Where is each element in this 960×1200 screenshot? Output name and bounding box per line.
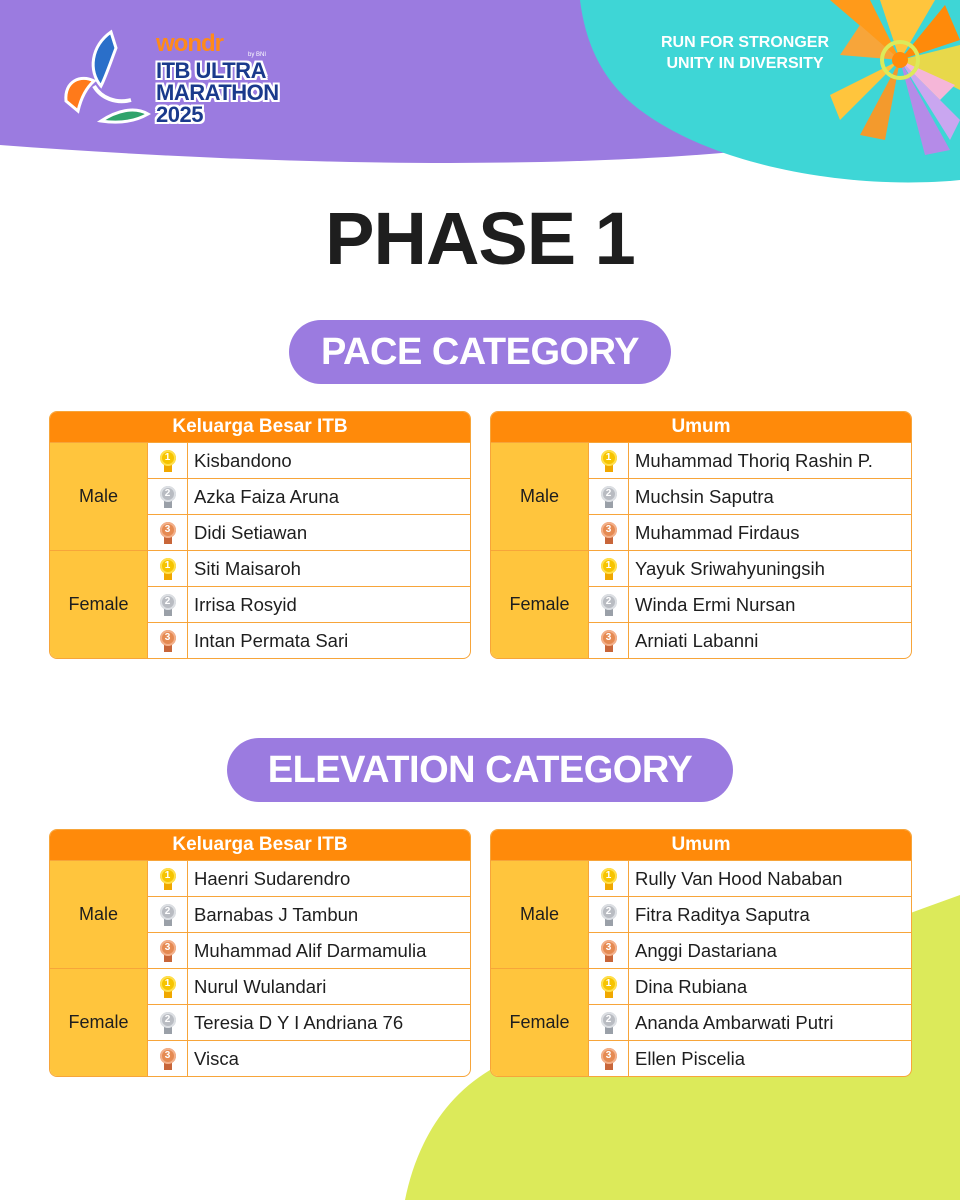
brand-name: wondr	[156, 30, 223, 57]
table-row	[148, 478, 470, 514]
silver-medal-icon	[160, 1012, 176, 1034]
silver-medal-icon	[160, 594, 176, 616]
medal-cell	[589, 587, 629, 622]
bronze-medal-icon	[601, 630, 617, 652]
medal-cell	[589, 443, 629, 478]
bronze-medal-icon	[160, 522, 176, 544]
tagline	[640, 32, 850, 74]
medal-cell	[589, 479, 629, 514]
medal-rank: 2	[601, 1012, 617, 1028]
medal-cell	[589, 1005, 629, 1040]
table-row	[148, 586, 470, 622]
gold-medal-icon	[160, 450, 176, 472]
table-row	[148, 1004, 470, 1040]
medal-rank: 3	[601, 1048, 617, 1064]
gender-group	[491, 860, 911, 968]
runner-name: Teresia D Y I Andriana 76	[194, 1012, 404, 1033]
medal-rank: 3	[160, 1048, 176, 1064]
runner-name: Didi Setiawan	[194, 522, 308, 543]
table-row	[589, 932, 911, 968]
medal-rank: 3	[160, 522, 176, 538]
medal-rank: 1	[160, 868, 176, 884]
medal-rank: 1	[160, 976, 176, 992]
table-row	[589, 1004, 911, 1040]
medal-rank: 3	[601, 522, 617, 538]
event-logo	[56, 26, 296, 136]
runner-name: Winda Ermi Nursan	[635, 594, 796, 615]
runner-name: Muhammad Alif Darmamulia	[194, 940, 427, 961]
gender-group	[491, 550, 911, 658]
table-header: Keluarga Besar ITB	[50, 412, 470, 442]
medal-cell	[589, 861, 629, 896]
medal-cell	[589, 933, 629, 968]
runner-name: Dina Rubiana	[635, 976, 748, 997]
table-row	[589, 551, 911, 586]
runner-name: Barnabas J Tambun	[194, 904, 359, 925]
medal-rank: 1	[601, 450, 617, 466]
bronze-medal-icon	[601, 940, 617, 962]
result-rows	[148, 969, 470, 1076]
bronze-medal-icon	[601, 522, 617, 544]
medal-cell	[589, 969, 629, 1004]
logo-line-2: MARATHON	[156, 80, 279, 105]
result-rows	[589, 861, 911, 968]
gender-label: Male	[50, 861, 148, 968]
table-row	[148, 622, 470, 658]
medal-rank: 1	[601, 868, 617, 884]
table-row	[148, 551, 470, 586]
table-row	[589, 969, 911, 1004]
brand-sub: by BNI	[248, 52, 267, 58]
runner-name: Arniati Labanni	[635, 630, 759, 651]
runner-name: Ananda Ambarwati Putri	[635, 1012, 834, 1033]
medal-rank: 1	[160, 450, 176, 466]
runner-name: Muchsin Saputra	[635, 486, 774, 507]
medal-rank: 1	[601, 558, 617, 574]
runner-name: Rully Van Hood Nababan	[635, 868, 843, 889]
gender-label: Female	[50, 969, 148, 1076]
medal-cell	[148, 551, 188, 586]
medal-rank: 2	[601, 904, 617, 920]
gender-label: Female	[491, 551, 589, 658]
result-rows	[589, 969, 911, 1076]
gender-group	[50, 442, 470, 550]
bronze-medal-icon	[601, 1048, 617, 1070]
gender-label: Male	[50, 443, 148, 550]
gender-label: Female	[50, 551, 148, 658]
medal-rank: 2	[601, 486, 617, 502]
runner-name: Anggi Dastariana	[635, 940, 777, 961]
silver-medal-icon	[601, 486, 617, 508]
runner-name: Irrisa Rosyid	[194, 594, 297, 615]
gender-label: Male	[491, 861, 589, 968]
table-row	[589, 514, 911, 550]
runner-name: Haenri Sudarendro	[194, 868, 351, 889]
table-row	[148, 896, 470, 932]
table-header: Keluarga Besar ITB	[50, 830, 470, 860]
gender-group	[50, 968, 470, 1076]
table-row	[589, 586, 911, 622]
silver-medal-icon	[601, 904, 617, 926]
medal-cell	[148, 479, 188, 514]
medal-rank: 2	[160, 904, 176, 920]
table-row	[148, 969, 470, 1004]
medal-cell	[148, 587, 188, 622]
gender-group	[491, 968, 911, 1076]
runner-name: Fitra Raditya Saputra	[635, 904, 810, 925]
medal-rank: 3	[160, 630, 176, 646]
runner-name: Muhammad Thoriq Rashin P.	[635, 450, 873, 471]
medal-cell	[148, 515, 188, 550]
table-row	[589, 896, 911, 932]
result-rows	[589, 443, 911, 550]
table-row	[148, 861, 470, 896]
medal-cell	[589, 897, 629, 932]
results-table	[49, 829, 471, 1077]
medal-cell	[148, 623, 188, 658]
elevation-category-pill: ELEVATION CATEGORY	[227, 738, 733, 802]
medal-cell	[148, 443, 188, 478]
gold-medal-icon	[601, 558, 617, 580]
gold-medal-icon	[160, 868, 176, 890]
runner-name: Yayuk Sriwahyuningsih	[635, 558, 825, 579]
table-row	[148, 932, 470, 968]
medal-cell	[589, 551, 629, 586]
medal-rank: 3	[601, 630, 617, 646]
medal-rank: 2	[160, 486, 176, 502]
bronze-medal-icon	[160, 940, 176, 962]
medal-cell	[148, 969, 188, 1004]
medal-cell	[589, 623, 629, 658]
medal-cell	[148, 1005, 188, 1040]
gold-medal-icon	[601, 976, 617, 998]
runner-name: Ellen Piscelia	[635, 1048, 746, 1069]
runner-name: Intan Permata Sari	[194, 630, 349, 651]
results-table	[49, 411, 471, 659]
medal-rank: 3	[601, 940, 617, 956]
table-row	[148, 514, 470, 550]
medal-cell	[148, 861, 188, 896]
table-row	[589, 1040, 911, 1076]
medal-rank: 2	[601, 594, 617, 610]
pace-category-pill: PACE CATEGORY	[289, 320, 671, 384]
results-table	[490, 829, 912, 1077]
logo-emblem-icon	[56, 26, 156, 126]
table-row	[148, 443, 470, 478]
bronze-medal-icon	[160, 1048, 176, 1070]
table-row	[589, 478, 911, 514]
medal-cell	[148, 933, 188, 968]
silver-medal-icon	[601, 594, 617, 616]
table-row	[589, 861, 911, 896]
runner-name: Kisbandono	[194, 450, 292, 471]
table-header: Umum	[491, 412, 911, 442]
result-rows	[148, 443, 470, 550]
gender-group	[50, 550, 470, 658]
bronze-medal-icon	[160, 630, 176, 652]
medal-rank: 3	[160, 940, 176, 956]
medal-rank: 1	[601, 976, 617, 992]
gender-label: Male	[491, 443, 589, 550]
table-row	[148, 1040, 470, 1076]
results-table	[490, 411, 912, 659]
medal-rank: 2	[160, 594, 176, 610]
page-title: PHASE 1	[325, 197, 635, 280]
gold-medal-icon	[160, 558, 176, 580]
result-rows	[589, 551, 911, 658]
tagline-line-1: RUN FOR STRONGER	[661, 34, 829, 51]
logo-line-1: ITB ULTRA	[156, 58, 266, 83]
gold-medal-icon	[601, 450, 617, 472]
table-header: Umum	[491, 830, 911, 860]
runner-name: Nurul Wulandari	[194, 976, 327, 997]
runner-name: Azka Faiza Aruna	[194, 486, 339, 507]
silver-medal-icon	[601, 1012, 617, 1034]
result-rows	[148, 861, 470, 968]
runner-name: Muhammad Firdaus	[635, 522, 800, 543]
runner-name: Visca	[194, 1048, 239, 1069]
medal-cell	[148, 897, 188, 932]
gender-group	[491, 442, 911, 550]
medal-cell	[589, 515, 629, 550]
silver-medal-icon	[160, 904, 176, 926]
runner-name: Siti Maisaroh	[194, 558, 301, 579]
medal-rank: 2	[160, 1012, 176, 1028]
logo-line-3: 2025	[156, 102, 203, 127]
medal-rank: 1	[160, 558, 176, 574]
gold-medal-icon	[601, 868, 617, 890]
table-row	[589, 622, 911, 658]
table-row	[589, 443, 911, 478]
medal-cell	[589, 1041, 629, 1076]
result-rows	[148, 551, 470, 658]
medal-cell	[148, 1041, 188, 1076]
gender-label: Female	[491, 969, 589, 1076]
tagline-line-2: UNITY IN DIVERSITY	[666, 55, 824, 72]
silver-medal-icon	[160, 486, 176, 508]
gender-group	[50, 860, 470, 968]
gold-medal-icon	[160, 976, 176, 998]
